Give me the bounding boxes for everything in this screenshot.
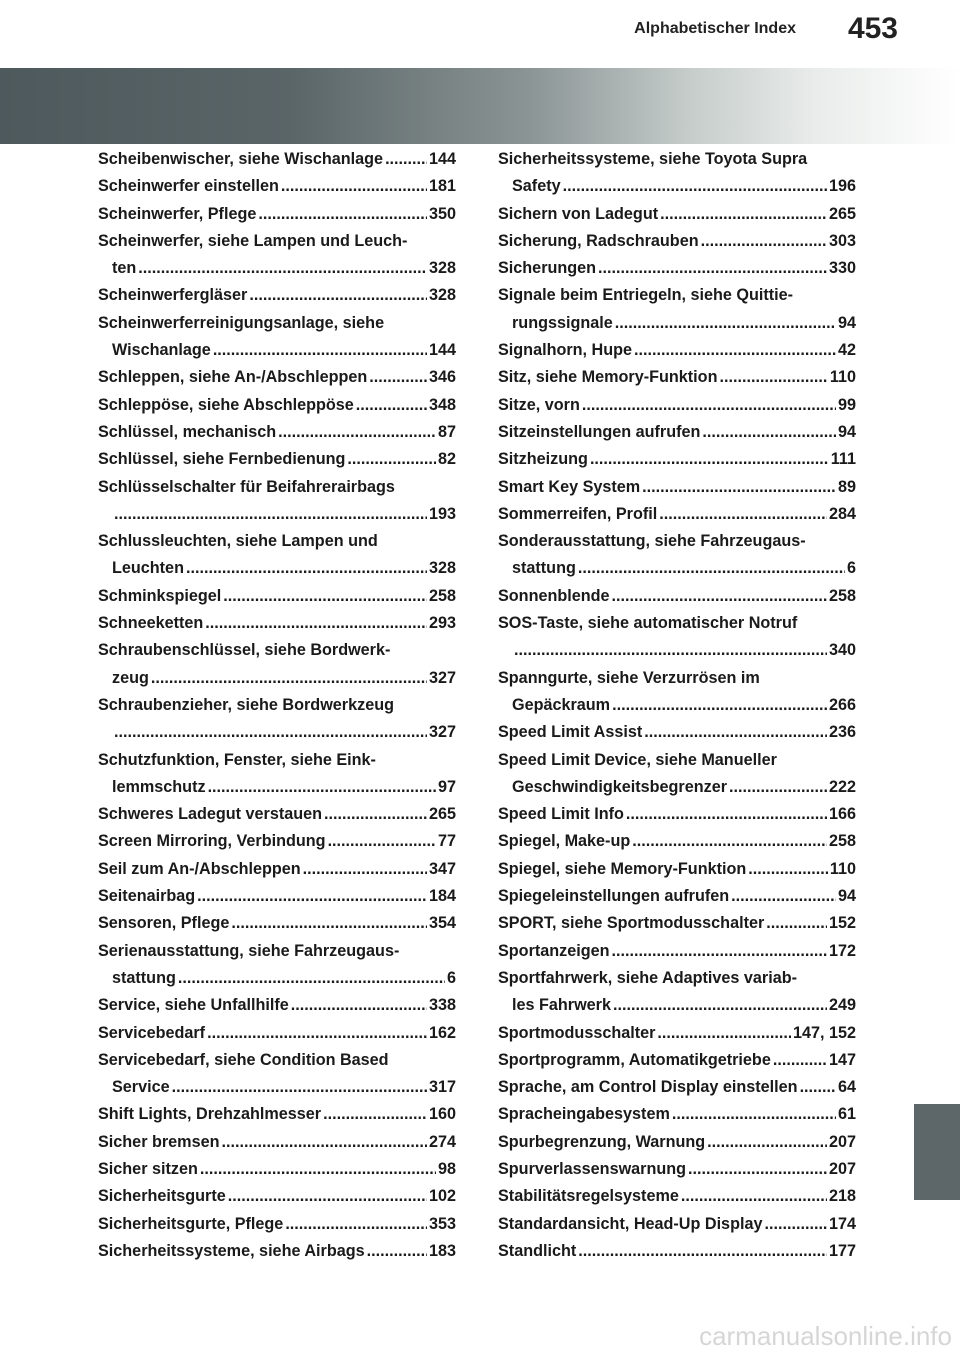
dot-leader [644,719,827,746]
index-entry [498,938,856,965]
index-column-right [498,146,856,1265]
dot-leader [729,774,827,801]
index-entry-page: 6 [446,968,456,987]
index-entry-term: Spiegel, Make-up [498,832,631,851]
index-entry-page: 82 [437,450,456,469]
dot-leader [613,992,827,1019]
dot-leader [766,910,827,937]
index-entry-page: 111 [830,450,856,469]
index-entry [498,501,856,528]
index-entry-term: Schlüssel, mechanisch [98,422,277,441]
index-entry [498,883,856,910]
index-entry-term: Geschwindigkeitsbegrenzer [512,777,727,796]
index-entry-term: Speed Limit Assist [498,723,643,742]
index-entry [98,337,456,364]
index-entry [98,282,456,309]
index-entry-page: 265 [828,204,856,223]
dot-leader [303,856,427,883]
index-entry-page: 347 [428,859,456,878]
index-entry-heading: Schraubenschlüssel, siehe Bordwerk- [98,641,391,660]
dot-leader [291,992,427,1019]
index-entry-page: 94 [837,313,856,332]
index-entry-term: Service [112,1078,170,1097]
index-entry-heading: Spanngurte, siehe Verzurrösen im [498,668,760,687]
dot-leader [281,173,427,200]
index-entry-page: 303 [828,231,856,250]
dot-leader [634,337,836,364]
dot-leader [258,201,427,228]
index-entry-term: Sportprogramm, Automatikgetriebe [498,1050,771,1069]
index-entry-term: Sicherheitsgurte [98,1187,226,1206]
index-entry [98,364,456,391]
index-entry-term: rungssignale [512,313,613,332]
index-entry-page: 160 [428,1105,456,1124]
dot-leader [615,310,836,337]
index-entry [498,1129,856,1156]
dot-leader [207,1020,427,1047]
dot-leader [681,1183,827,1210]
index-entry-page: 193 [428,504,456,523]
index-entry [498,228,856,255]
dot-leader [612,938,827,965]
index-entry [98,1238,456,1265]
index-entry-term: Schleppen, siehe An-/Abschleppen [98,368,368,387]
index-entry-page: 147, 152 [792,1023,856,1042]
index-entry-page: 152 [828,914,856,933]
dot-leader [347,446,436,473]
index-entry-term: Sicherheitsgurte, Pflege [98,1214,284,1233]
index-entry-term: Schminkspiegel [98,586,222,605]
dot-leader [578,1238,827,1265]
index-entry-term: Scheinwerfer, Pflege [98,204,257,223]
index-entry-heading: Schlussleuchten, siehe Lampen und [98,532,378,551]
index-entry-term: Sitzheizung [498,450,588,469]
index-entry [98,201,456,228]
index-entry-term: Wischanlage [112,341,211,360]
index-entry-page: 328 [428,259,456,278]
index-entry-term: Sitz, siehe Memory-Funktion [498,368,718,387]
dot-leader [114,719,427,746]
dot-leader [324,801,427,828]
dot-leader [186,555,427,582]
index-entry-term: Signalhorn, Hupe [498,341,632,360]
dot-leader [200,1156,436,1183]
index-entry-term: Sicherung, Radschrauben [498,231,699,250]
index-entry-page: 102 [428,1187,456,1206]
index-entry-term: Safety [512,177,561,196]
dot-leader [213,337,427,364]
section-thumb-tab [914,1104,960,1200]
index-entry-page: 162 [428,1023,456,1042]
index-entry-term: Sitzeinstellungen aufrufen [498,422,701,441]
index-entry [98,965,456,992]
index-entry-term: Sonnenblende [498,586,610,605]
index-entry-term: Speed Limit Info [498,805,624,824]
dot-leader [731,883,836,910]
index-entry-term: Service, siehe Unfallhilfe [98,996,289,1015]
index-entry-term: Schweres Ladegut verstauen [98,805,323,824]
dot-leader [800,1074,836,1101]
index-entry-heading: Schlüsselschalter für Beifahrerairbags [98,477,395,496]
index-entry-page: 317 [428,1078,456,1097]
index-entry-page: 222 [828,777,856,796]
index-entry-page: 353 [428,1214,456,1233]
index-entry [98,1129,456,1156]
index-entry-term: Sicher bremsen [98,1132,220,1151]
index-entry-page: 184 [428,887,456,906]
index-entry-page: 174 [828,1214,856,1233]
dot-leader [659,501,827,528]
dot-leader [231,910,427,937]
index-entry [98,555,456,582]
index-entry-page: 166 [828,805,856,824]
index-entry [498,337,856,364]
index-entry [498,201,856,228]
dot-leader [612,692,827,719]
index-entry-term: Scheinwerfer einstellen [98,177,279,196]
dot-leader [223,583,427,610]
index-entry-term: SPORT, siehe Sportmodusschalter [498,914,765,933]
index-entry-term: ten [112,259,137,278]
dot-leader [323,1101,427,1128]
index-entry [498,992,856,1019]
dot-leader [197,883,427,910]
index-entry [98,992,456,1019]
index-entry-term: Spurbegrenzung, Warnung [498,1132,706,1151]
dot-leader [582,392,836,419]
index-entry [498,1047,856,1074]
index-entry-term: Sicherungen [498,259,597,278]
index-entry [498,1156,856,1183]
index-entry [98,419,456,446]
dot-leader [249,282,427,309]
dot-leader [208,774,436,801]
index-entry-page: 94 [837,887,856,906]
index-entry [98,1101,456,1128]
index-entry [498,801,856,828]
index-entry-heading: Schutzfunktion, Fenster, siehe Eink- [98,750,376,769]
index-entry-term: Standlicht [498,1241,577,1260]
watermark: carmanualsonline.info [699,1321,952,1351]
index-entry-term: Spiegeleinstellungen aufrufen [498,887,730,906]
index-entry [98,1156,456,1183]
index-entry [498,555,856,582]
index-entry-term: les Fahrwerk [512,996,611,1015]
index-entry-term: Sportmodusschalter [498,1023,656,1042]
index-entry-page: 258 [828,586,856,605]
index-entry-page: 147 [828,1050,856,1069]
index-entry-page: 172 [828,941,856,960]
index-entry [98,501,456,528]
index-entry-term: Scheibenwischer, siehe Wischanlage [98,150,384,168]
index-entry-page: 249 [828,996,856,1015]
index-entry-page: 293 [428,614,456,633]
index-entry [98,774,456,801]
index-entry [498,392,856,419]
index-entry-term: Gepäckraum [512,695,611,714]
index-entry-term: Sicherheitssysteme, siehe Airbags [98,1241,365,1260]
index-entry [98,910,456,937]
index-entry-term: Sichern von Ladegut [498,204,659,223]
index-entry-heading: Schraubenzieher, siehe Bordwerkzeug [98,695,394,714]
index-entry [498,255,856,282]
index-entry [98,719,456,746]
index-entry-page: 236 [828,723,856,742]
index-entry-page: 89 [837,477,856,496]
index-entry-heading: SOS-Taste, siehe automatischer Notruf [498,614,798,633]
index-entry [498,310,856,337]
index-entry [498,692,856,719]
index-entry-heading: Speed Limit Device, siehe Manueller [498,750,777,769]
index-entry [498,828,856,855]
dot-leader [612,583,827,610]
index-entry [498,774,856,801]
index-entry-page: 144 [428,341,456,360]
dot-leader [598,255,827,282]
dot-leader [228,1183,427,1210]
index-entry [498,1074,856,1101]
index-entry-term: Sprache, am Control Display einstellen [498,1078,798,1097]
index-entry [98,1183,456,1210]
index-entry-term: Scheinwerfergläser [98,286,248,305]
index-entry-page: 181 [428,177,456,196]
index-entry-page: 350 [428,204,456,223]
index-entry-heading: Sportfahrwerk, siehe Adaptives variab- [498,968,797,987]
dot-leader [707,1129,827,1156]
dot-leader [514,637,827,664]
index-entry-term: Schneeketten [98,614,204,633]
page-number: 453 [847,12,898,45]
index-entry-term: lemmschutz [112,777,206,796]
index-entry-term: zeug [112,668,149,687]
dot-leader [385,146,427,173]
index-entry-term: Spracheingabesystem [498,1105,670,1124]
index-entry-heading: Signale beim Entriegeln, siehe Quittie- [498,286,794,305]
index-entry-term: Spiegel, siehe Memory-Funktion [498,859,747,878]
index-entry [498,1183,856,1210]
index-entry-page: 77 [437,832,456,851]
dot-leader [221,1129,427,1156]
index-entry [498,583,856,610]
dot-leader [114,501,427,528]
dot-leader [369,364,427,391]
index-entry-page: 327 [428,668,456,687]
index-entry-page: 330 [828,259,856,278]
index-entry-page: 207 [828,1159,856,1178]
index-entry-page: 328 [428,559,456,578]
index-entry-page: 42 [837,341,856,360]
dot-leader [328,828,436,855]
dot-leader [688,1156,827,1183]
index-entry-term: Schlüssel, siehe Fernbedienung [98,450,346,469]
index-entry [98,392,456,419]
index-entry-heading: Sonderausstattung, siehe Fahrzeugaus- [498,532,806,551]
index-entry-page: 346 [428,368,456,387]
index-entry [498,173,856,200]
dot-leader [764,1211,827,1238]
index-entry-term: Schleppöse, siehe Abschleppöse [98,395,354,414]
dot-leader [657,1020,791,1047]
index-entry [498,1101,856,1128]
index-entry-heading: Sicherheitssysteme, siehe Toyota Supra [498,150,808,168]
index-entry-page: 196 [828,177,856,196]
dot-leader [642,474,836,501]
index-entry-page: 328 [428,286,456,305]
dot-leader [563,173,827,200]
index-entry-page: 327 [428,723,456,742]
index-entry-page: 87 [437,422,456,441]
index-entry-term: stattung [112,968,176,987]
index-entry-page: 258 [428,586,456,605]
index-entry [98,856,456,883]
index-entry [98,801,456,828]
index-entry-heading: Serienausstattung, siehe Fahrzeugaus- [98,941,400,960]
index-entry [498,637,856,664]
index-entry [98,173,456,200]
index-entry [98,883,456,910]
index-entry [498,856,856,883]
index-entry-page: 340 [828,641,856,660]
index-entry-term: Leuchten [112,559,184,578]
dot-leader [205,610,427,637]
dot-leader [285,1211,427,1238]
dot-leader [660,201,827,228]
index-entry-page: 64 [837,1078,856,1097]
index-entry-term: Sensoren, Pflege [98,914,230,933]
index-entry [498,364,856,391]
index-entry-term: Sommerreifen, Profil [498,504,658,523]
index-entry-term: Seitenairbag [98,887,196,906]
index-entry-page: 110 [829,859,856,878]
index-entry-term: stattung [512,559,576,578]
dot-leader [138,255,427,282]
index-entry [98,446,456,473]
index-entry [498,1020,856,1047]
index-entry-heading: Scheinwerferreinigungsanlage, siehe [98,313,385,332]
dot-leader [172,1074,427,1101]
index-entry-page: 177 [828,1241,856,1260]
dot-leader [151,665,427,692]
dot-leader [672,1101,836,1128]
index-entry-page: 266 [828,695,856,714]
index-entry [98,1074,456,1101]
index-entry-page: 6 [846,559,856,578]
index-entry-heading: Scheinwerfer, siehe Lampen und Leuch- [98,231,408,250]
index-entry-term: Seil zum An-/Abschleppen [98,859,301,878]
index-entry [98,665,456,692]
dot-leader [773,1047,827,1074]
dot-leader [626,801,827,828]
index-entry [98,1211,456,1238]
index-entry-term: Sicher sitzen [98,1159,198,1178]
index-entry-term: Screen Mirroring, Verbindung [98,832,326,851]
dot-leader [590,446,829,473]
index-entry [498,910,856,937]
index-entry-page: 218 [828,1187,856,1206]
dot-leader [701,228,827,255]
index-entry-page: 144 [428,150,456,168]
index-entry [98,828,456,855]
index-entry-page: 354 [428,914,456,933]
index-entry [98,583,456,610]
dot-leader [719,364,827,391]
index-entry-term: Smart Key System [498,477,641,496]
header-banner [0,68,960,144]
index-entry-term: Standardansicht, Head-Up Display [498,1214,763,1233]
index-entry-page: 348 [428,395,456,414]
index-entry-page: 61 [837,1105,856,1124]
index-entry [498,1238,856,1265]
index-entry [498,474,856,501]
index-entry-term: Spurverlassenswarnung [498,1159,687,1178]
index-entry [98,610,456,637]
index-entry [498,419,856,446]
index-entry-page: 258 [828,832,856,851]
dot-leader [356,392,427,419]
dot-leader [178,965,445,992]
index-entry-term: Sitze, vorn [498,395,580,414]
index-entry-page: 274 [428,1132,456,1151]
index-entry-page: 265 [428,805,456,824]
dot-leader [702,419,836,446]
dot-leader [278,419,436,446]
index-entry [98,1020,456,1047]
index-entry-page: 284 [828,504,856,523]
index-column-left [98,146,456,1265]
index-entry [498,446,856,473]
index-entry-page: 338 [428,996,456,1015]
dot-leader [632,828,827,855]
index-entry-term: Sportanzeigen [498,941,610,960]
index-entry-page: 97 [437,777,456,796]
dot-leader [578,555,845,582]
index-entry-heading: Servicebedarf, siehe Condition Based [98,1050,389,1069]
index-entry [498,719,856,746]
index-entry-page: 110 [829,368,856,387]
index-entry [98,255,456,282]
index-entry [498,1211,856,1238]
index-entry-term: Servicebedarf [98,1023,206,1042]
index-entry [98,146,456,173]
index-entry-page: 94 [837,422,856,441]
dot-leader [748,856,828,883]
index-entry-page: 183 [428,1241,456,1260]
index-entry-term: Shift Lights, Drehzahlmesser [98,1105,322,1124]
header-title: Alphabetischer Index [634,20,796,37]
index-entry-page: 99 [837,395,856,414]
index-entry-page: 207 [828,1132,856,1151]
index-entry-term: Stabilitätsregelsysteme [498,1187,679,1206]
index-entry-page: 98 [437,1159,456,1178]
dot-leader [367,1238,427,1265]
